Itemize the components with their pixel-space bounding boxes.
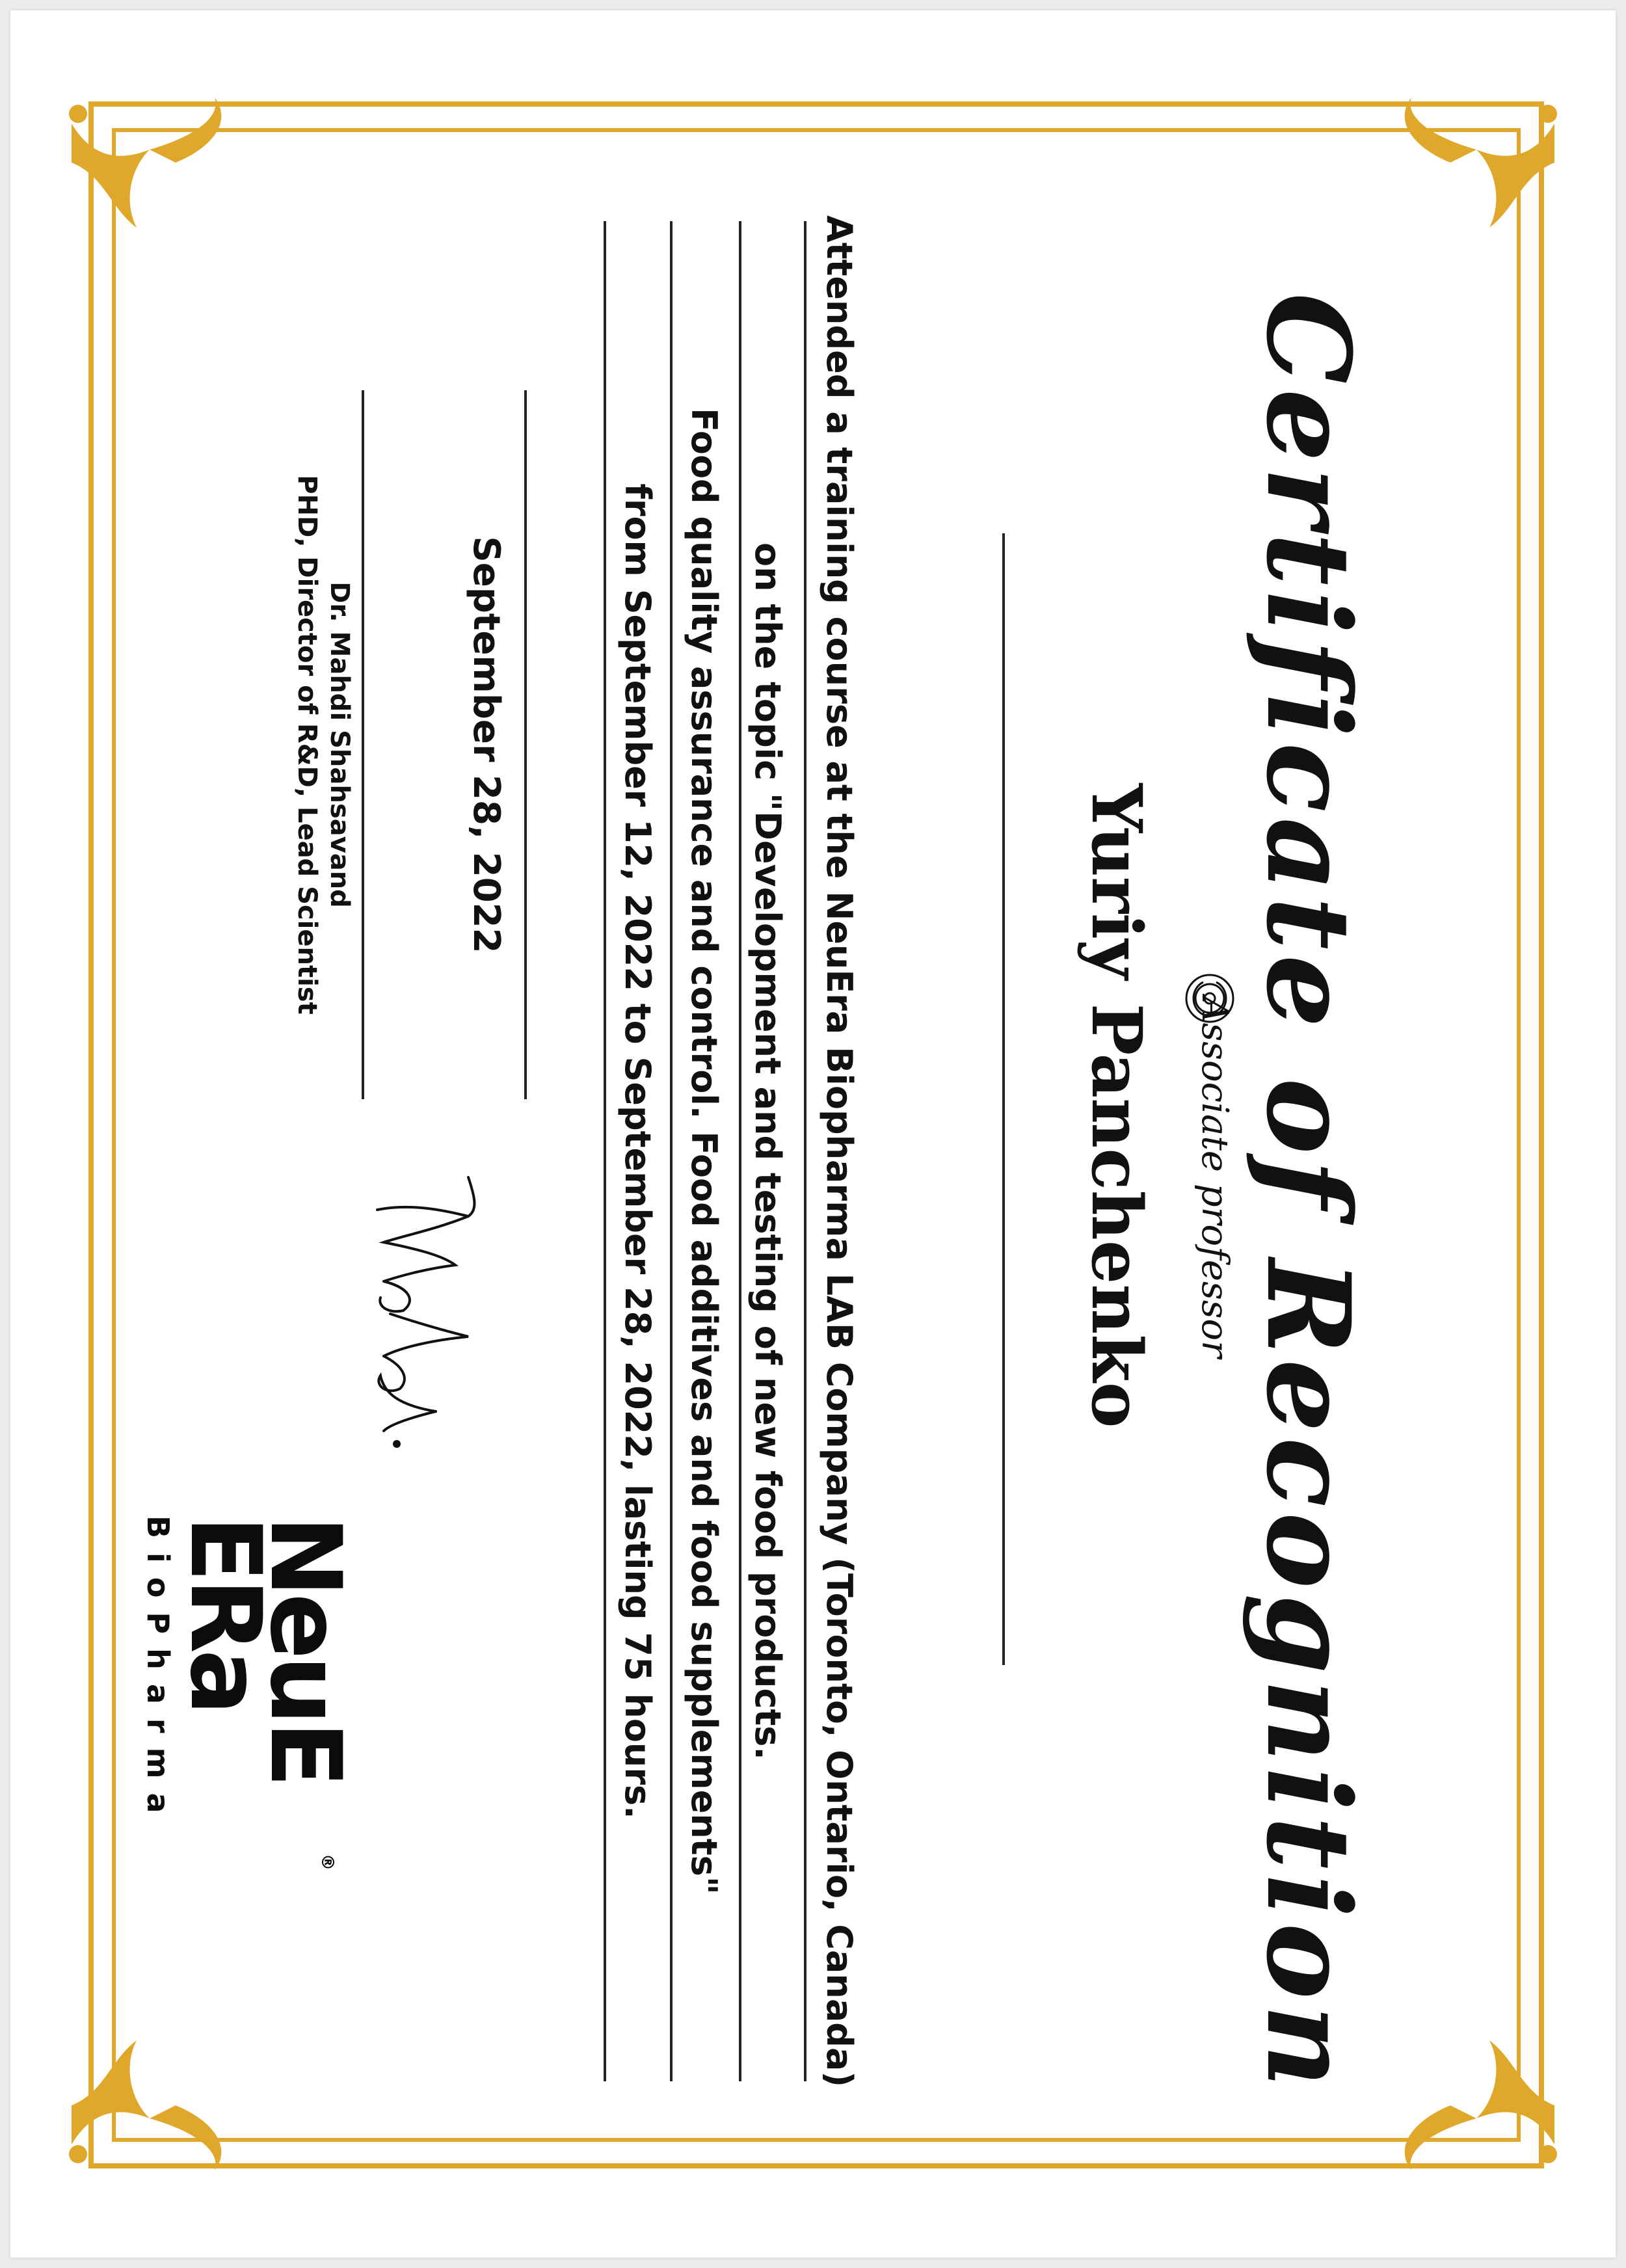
recipient-name: Yuriy Panchenko xyxy=(1076,783,1158,1428)
logo-line-1: NeuE xyxy=(248,1515,362,1784)
neuera-biopharma-logo xyxy=(140,1515,362,1871)
signer-title: PHD, Director of R&D, Lead Scientist xyxy=(292,475,322,1015)
body-line-1: Attended a training course at the NeuEra Biopharma LAB Company (Toronto, Ontario, Canada) xyxy=(819,215,860,2088)
body-rule-3 xyxy=(670,221,673,2081)
date-rule xyxy=(524,390,527,1099)
signer-rule xyxy=(362,390,364,1099)
body-line-3: Food quality assurance and control. Food additives and food supplements" xyxy=(684,408,725,1895)
logo-line-3: BioPharma xyxy=(140,1515,176,1828)
body-rule-1 xyxy=(804,221,806,2081)
registered-mark: ® xyxy=(317,1854,337,1871)
certificate-title: Certificate of Recognition xyxy=(1241,293,1376,2093)
recipient-position: Associate professor xyxy=(1193,996,1236,1358)
body-rule-4 xyxy=(604,221,606,2081)
body-line-2: on the topic "Development and testing of new food products. xyxy=(747,542,788,1760)
body-rule-2 xyxy=(739,221,741,2081)
signer-name: Dr. Mahdi Shahsavand xyxy=(325,581,354,908)
handwritten-signature xyxy=(351,1171,507,1470)
certificate-date: September 28, 2022 xyxy=(465,536,507,954)
name-underline xyxy=(1002,533,1005,1665)
body-line-4: from September 12, 2022 to September 28, 2022, lasting 75 hours. xyxy=(617,483,658,1819)
logo-line-2: ERa xyxy=(168,1515,282,1712)
